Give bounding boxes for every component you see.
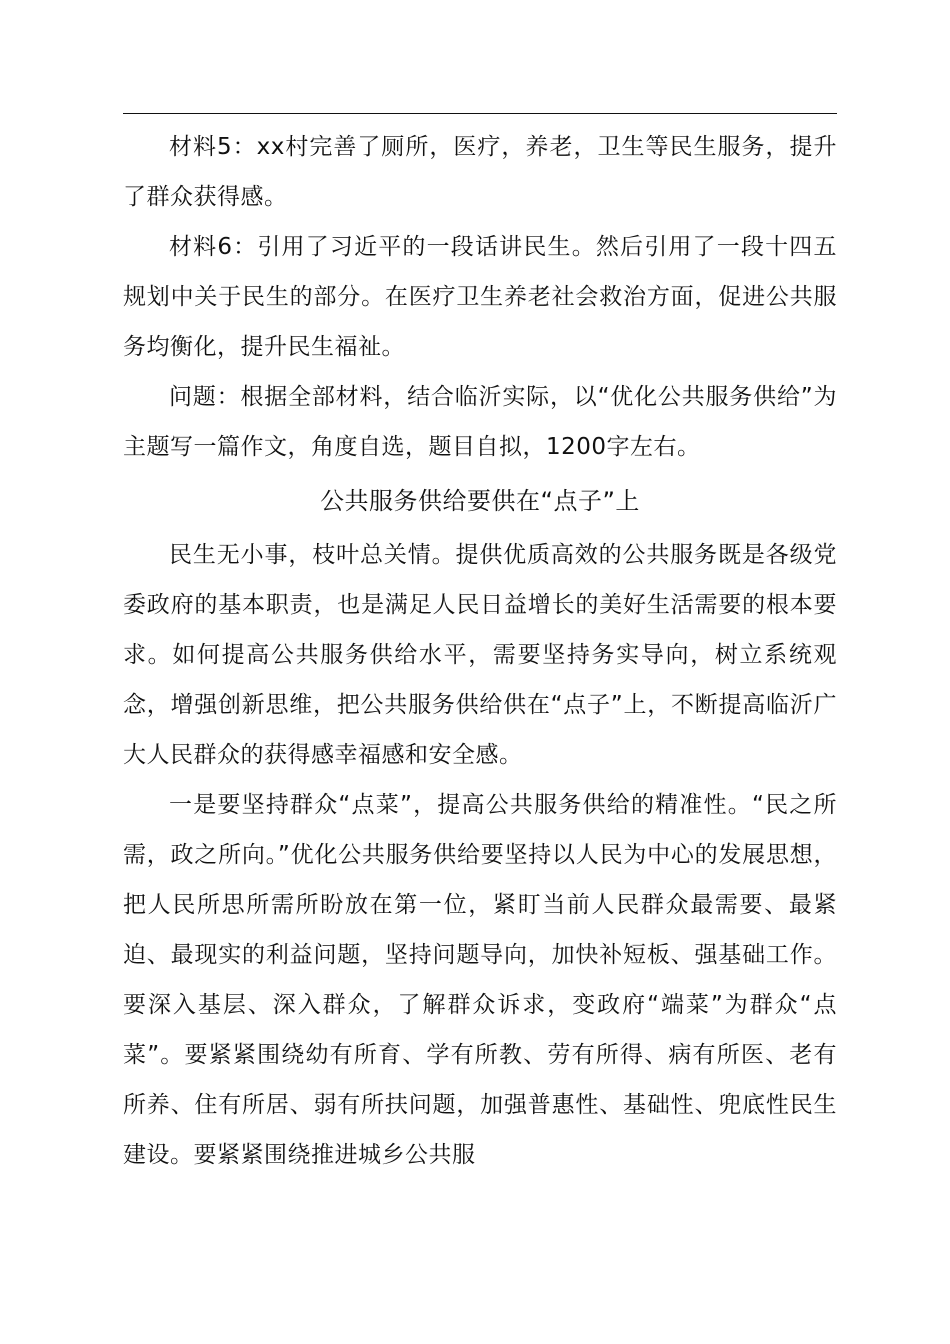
material-5-paragraph: 材料5：xx村完善了厕所，医疗，养老，卫生等民生服务，提升了群众获得感。 bbox=[123, 134, 837, 210]
material-6-paragraph: 材料6：引用了习近平的一段话讲民生。然后引用了一段十四五规划中关于民生的部分。在医疗卫生养老社会救治方面，促进公共服务均衡化，提升民生福祉。 bbox=[123, 234, 837, 360]
question-paragraph: 问题：根据全部材料，结合临沂实际，以“优化公共服务供给”为主题写一篇作文，角度自选，题目自拟，1200字左右。 bbox=[123, 384, 837, 460]
essay-point-one-paragraph: 一是要坚持群众“点菜”，提高公共服务供给的精准性。“民之所需，政之所向。”优化公共服务供给要坚持以人民为中心的发展思想，把人民所思所需所盼放在第一位，紧盯当前人民群众最需要、最紧迫、最现实的利益问题，坚持问题导向，加快补短板、强基础工作。要深入基层、深入群众，了解群众诉求，变政府“端菜”为群众“点菜”。要紧紧围绕幼有所育、学有所教、劳有所得、病有所医、老有所养、住有所居、弱有所扶问题，加强普惠性、基础性、兜底性民生建设。要紧紧围绕推进城乡公共服 bbox=[123, 792, 837, 1168]
essay-intro-paragraph: 民生无小事，枝叶总关情。提供优质高效的公共服务既是各级党委政府的基本职责，也是满足人民日益增长的美好生活需要的根本要求。如何提高公共服务供给水平，需要坚持务实导向，树立系统观念，增强创新思维，把公共服务供给供在“点子”上，不断提高临沂广大人民群众的获得感幸福感和安全感。 bbox=[123, 542, 837, 768]
header-rule bbox=[123, 113, 837, 114]
essay-title: 公共服务供给要供在“点子”上 bbox=[320, 487, 640, 515]
document-body bbox=[123, 122, 837, 1180]
